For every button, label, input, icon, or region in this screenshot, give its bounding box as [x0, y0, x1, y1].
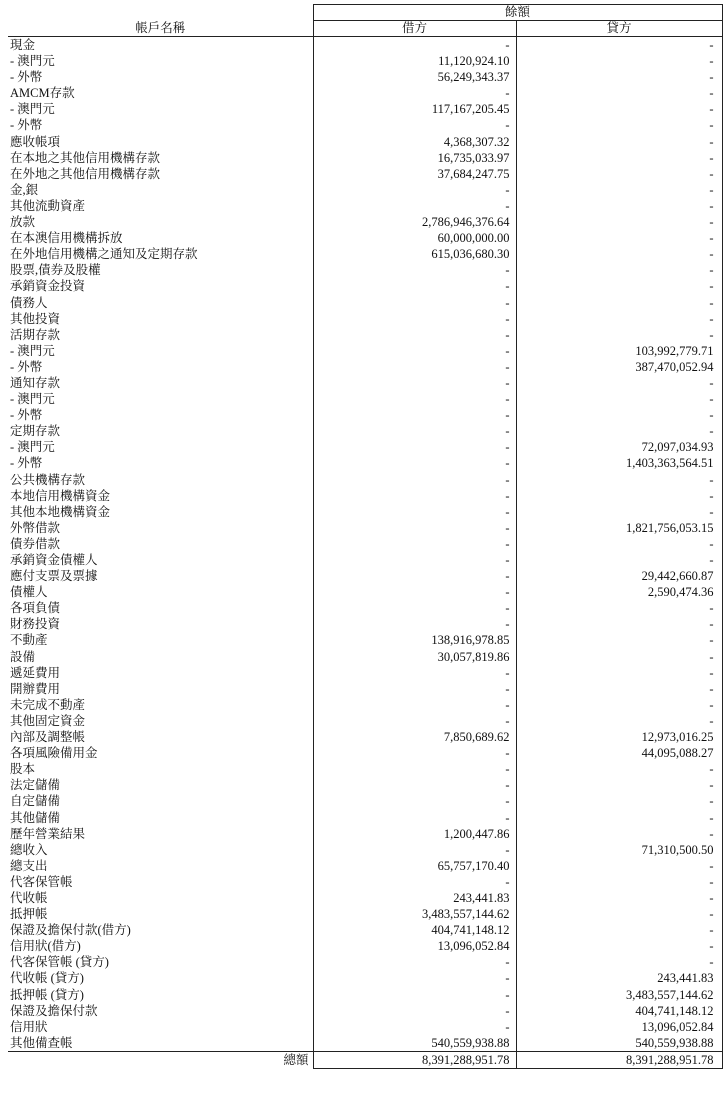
- table-row: [8, 858, 722, 874]
- table-row: [8, 616, 722, 632]
- table-row: [8, 85, 722, 101]
- table-row: [8, 117, 722, 133]
- table-row: [8, 455, 722, 471]
- debit-header: 借方: [313, 21, 516, 37]
- table-row: [8, 439, 722, 455]
- debit-cell: 2,786,946,376.64: [313, 214, 516, 230]
- credit-cell: -: [516, 295, 722, 311]
- debit-cell: 30,057,819.86: [313, 649, 516, 665]
- credit-cell: -: [516, 649, 722, 665]
- debit-cell: -: [313, 954, 516, 970]
- header-row-columns: [8, 21, 722, 37]
- account-name-cell: 歷年營業結果: [10, 826, 86, 841]
- total-label: 總額: [8, 1051, 313, 1068]
- debit-cell: -: [313, 262, 516, 278]
- credit-cell: 3,483,557,144.62: [516, 987, 722, 1003]
- debit-cell: -: [313, 85, 516, 101]
- account-name-cell: 法定儲備: [10, 778, 61, 793]
- credit-cell: -: [516, 906, 722, 922]
- debit-cell: -: [313, 777, 516, 793]
- account-name-cell: 公共機構存款: [10, 472, 86, 487]
- debit-cell: -: [313, 552, 516, 568]
- table-row: [8, 520, 722, 536]
- credit-cell: -: [516, 826, 722, 842]
- table-row: [8, 987, 722, 1003]
- debit-cell: -: [313, 681, 516, 697]
- account-name-cell: 股票,債券及股權: [10, 263, 101, 278]
- debit-cell: 138,916,978.85: [313, 632, 516, 648]
- debit-cell: -: [313, 761, 516, 777]
- account-name-cell: 未完成不動產: [10, 697, 86, 712]
- credit-cell: -: [516, 922, 722, 938]
- account-name-cell: 不動產: [10, 633, 48, 648]
- credit-cell: -: [516, 874, 722, 890]
- credit-cell: -: [516, 327, 722, 343]
- account-name-cell: - 外幣: [10, 70, 43, 85]
- account-name-cell: 本地信用機構資金: [10, 488, 111, 503]
- credit-cell: 243,441.83: [516, 970, 722, 986]
- account-name-cell: - 外幣: [10, 118, 43, 133]
- debit-cell: -: [313, 439, 516, 455]
- account-name-cell: 設備: [10, 649, 36, 664]
- table-row: [8, 568, 722, 584]
- account-name-cell: 通知存款: [10, 375, 61, 390]
- credit-cell: -: [516, 600, 722, 616]
- total-row: [8, 1051, 722, 1068]
- table-row: [8, 745, 722, 761]
- debit-cell: -: [313, 713, 516, 729]
- account-name-cell: 股本: [10, 762, 36, 777]
- debit-cell: 13,096,052.84: [313, 938, 516, 954]
- account-name-cell: 在本澳信用機構拆放: [10, 231, 123, 246]
- credit-cell: -: [516, 713, 722, 729]
- debit-cell: 37,684,247.75: [313, 166, 516, 182]
- debit-cell: -: [313, 472, 516, 488]
- account-name-cell: - 澳門元: [10, 440, 55, 455]
- credit-cell: 387,470,052.94: [516, 359, 722, 375]
- account-name-cell: 現金: [10, 38, 36, 52]
- table-row: [8, 761, 722, 777]
- account-name-cell: 債務人: [10, 295, 48, 310]
- credit-cell: 2,590,474.36: [516, 584, 722, 600]
- account-name-cell: 財務投資: [10, 617, 61, 632]
- account-name-cell: 債權人: [10, 585, 48, 600]
- table-row: [8, 954, 722, 970]
- table-row: [8, 53, 722, 69]
- account-name-cell: 內部及調整帳: [10, 730, 86, 745]
- debit-cell: 16,735,033.97: [313, 150, 516, 166]
- account-name-cell: 在外地之其他信用機構存款: [10, 166, 161, 181]
- credit-cell: -: [516, 391, 722, 407]
- credit-cell: -: [516, 166, 722, 182]
- credit-cell: -: [516, 246, 722, 262]
- table-row: [8, 793, 722, 809]
- debit-cell: -: [313, 359, 516, 375]
- account-name-header: 帳戶名稱: [8, 21, 313, 37]
- credit-cell: -: [516, 954, 722, 970]
- credit-cell: -: [516, 37, 722, 54]
- account-name-cell: 承銷資金債權人: [10, 553, 98, 567]
- table-row: [8, 874, 722, 890]
- account-name-cell: - 外幣: [10, 359, 43, 374]
- credit-cell: -: [516, 182, 722, 198]
- debit-cell: -: [313, 745, 516, 761]
- table-row: [8, 890, 722, 906]
- balance-header: 餘額: [313, 5, 722, 21]
- credit-cell: -: [516, 793, 722, 809]
- credit-cell: 72,097,034.93: [516, 439, 722, 455]
- debit-cell: -: [313, 600, 516, 616]
- ledger-body: [8, 37, 722, 1052]
- account-name-cell: 外幣借款: [10, 520, 61, 535]
- debit-cell: -: [313, 278, 516, 294]
- credit-cell: -: [516, 504, 722, 520]
- table-row: [8, 697, 722, 713]
- debit-cell: -: [313, 198, 516, 214]
- table-row: [8, 536, 722, 552]
- debit-cell: -: [313, 37, 516, 54]
- credit-cell: -: [516, 488, 722, 504]
- credit-cell: -: [516, 697, 722, 713]
- credit-cell: -: [516, 311, 722, 327]
- debit-cell: 540,559,938.88: [313, 1035, 516, 1052]
- table-row: [8, 101, 722, 117]
- account-name-cell: 其他儲備: [10, 810, 61, 825]
- account-name-cell: - 外幣: [10, 408, 43, 423]
- account-name-cell: 活期存款: [10, 327, 61, 342]
- account-name-cell: 代收帳 (貸方): [10, 971, 84, 986]
- account-name-cell: - 澳門元: [10, 102, 55, 117]
- account-name-cell: 代客保管帳 (貸方): [10, 955, 109, 970]
- table-row: [8, 842, 722, 858]
- debit-cell: 117,167,205.45: [313, 101, 516, 117]
- credit-cell: -: [516, 198, 722, 214]
- table-row: [8, 729, 722, 745]
- table-row: [8, 150, 722, 166]
- table-row: [8, 391, 722, 407]
- credit-cell: -: [516, 552, 722, 568]
- account-name-cell: 其他投資: [10, 311, 61, 326]
- account-name-cell: 應付支票及票據: [10, 569, 98, 584]
- table-row: [8, 407, 722, 423]
- credit-cell: -: [516, 632, 722, 648]
- account-name-cell: 承銷資金投資: [10, 279, 86, 294]
- credit-cell: -: [516, 85, 722, 101]
- account-name-cell: 遞延費用: [10, 665, 61, 680]
- credit-cell: 540,559,938.88: [516, 1035, 722, 1052]
- table-row: [8, 375, 722, 391]
- account-name-cell: 抵押帳 (貸方): [10, 987, 84, 1002]
- table-row: [8, 166, 722, 182]
- debit-cell: -: [313, 455, 516, 471]
- debit-cell: -: [313, 584, 516, 600]
- debit-cell: -: [313, 665, 516, 681]
- credit-cell: -: [516, 616, 722, 632]
- debit-cell: 615,036,680.30: [313, 246, 516, 262]
- account-name-cell: 定期存款: [10, 424, 61, 439]
- table-row: [8, 938, 722, 954]
- account-name-cell: 債券借款: [10, 536, 61, 551]
- table-row: [8, 295, 722, 311]
- table-row: [8, 214, 722, 230]
- credit-cell: -: [516, 375, 722, 391]
- debit-cell: 404,741,148.12: [313, 922, 516, 938]
- credit-cell: -: [516, 53, 722, 69]
- debit-cell: 4,368,307.32: [313, 134, 516, 150]
- debit-cell: 3,483,557,144.62: [313, 906, 516, 922]
- account-name-cell: 代客保管帳: [10, 874, 73, 889]
- debit-cell: -: [313, 697, 516, 713]
- credit-cell: -: [516, 681, 722, 697]
- account-name-cell: 在本地之其他信用機構存款: [10, 150, 161, 165]
- table-row: [8, 423, 722, 439]
- table-row: [8, 69, 722, 85]
- account-name-cell: 各項風險備用金: [10, 746, 98, 761]
- credit-cell: 13,096,052.84: [516, 1019, 722, 1035]
- credit-cell: -: [516, 150, 722, 166]
- debit-cell: -: [313, 423, 516, 439]
- account-name-cell: 總收入: [10, 842, 48, 857]
- trial-balance-table: [8, 4, 723, 1069]
- debit-cell: -: [313, 842, 516, 858]
- trial-balance-sheet: [8, 4, 722, 1069]
- account-name-cell: 總支出: [10, 858, 48, 873]
- account-name-cell: 開辦費用: [10, 681, 61, 696]
- account-name-cell: 保證及擔保付款(借方): [10, 923, 131, 938]
- table-row: [8, 182, 722, 198]
- table-row: [8, 906, 722, 922]
- debit-cell: -: [313, 810, 516, 826]
- credit-cell: -: [516, 69, 722, 85]
- table-row: [8, 632, 722, 648]
- debit-cell: 11,120,924.10: [313, 53, 516, 69]
- table-row: [8, 262, 722, 278]
- debit-cell: -: [313, 117, 516, 133]
- account-name-cell: 抵押帳: [10, 907, 48, 922]
- table-row: [8, 665, 722, 681]
- account-name-cell: 其他備查帳: [10, 1035, 73, 1050]
- table-row: [8, 343, 722, 359]
- table-row: [8, 713, 722, 729]
- total-debit: 8,391,288,951.78: [313, 1051, 516, 1068]
- credit-cell: 1,403,363,564.51: [516, 455, 722, 471]
- debit-cell: -: [313, 407, 516, 423]
- header-blank-cell: [8, 5, 313, 21]
- table-row: [8, 584, 722, 600]
- debit-cell: -: [313, 295, 516, 311]
- credit-cell: -: [516, 278, 722, 294]
- account-name-cell: 自定儲備: [10, 794, 61, 809]
- debit-cell: -: [313, 568, 516, 584]
- credit-cell: 29,442,660.87: [516, 568, 722, 584]
- account-name-cell: 其他固定資金: [10, 713, 86, 728]
- credit-cell: -: [516, 665, 722, 681]
- table-row: [8, 681, 722, 697]
- credit-cell: -: [516, 407, 722, 423]
- debit-cell: 1,200,447.86: [313, 826, 516, 842]
- account-name-cell: 其他本地機構資金: [10, 504, 111, 519]
- credit-cell: -: [516, 472, 722, 488]
- credit-cell: 1,821,756,053.15: [516, 520, 722, 536]
- credit-cell: -: [516, 134, 722, 150]
- account-name-cell: 信用狀(借方): [10, 939, 81, 954]
- credit-cell: 404,741,148.12: [516, 1003, 722, 1019]
- debit-cell: -: [313, 616, 516, 632]
- debit-cell: -: [313, 343, 516, 359]
- total-credit: 8,391,288,951.78: [516, 1051, 722, 1068]
- table-row: [8, 246, 722, 262]
- table-row: [8, 970, 722, 986]
- account-name-cell: - 澳門元: [10, 54, 55, 69]
- credit-cell: -: [516, 423, 722, 439]
- header-row-balance: [8, 5, 722, 21]
- account-name-cell: 保證及擔保付款: [10, 1003, 98, 1018]
- debit-cell: -: [313, 327, 516, 343]
- table-row: [8, 777, 722, 793]
- table-row: [8, 504, 722, 520]
- credit-cell: -: [516, 230, 722, 246]
- table-row: [8, 810, 722, 826]
- debit-cell: -: [313, 536, 516, 552]
- table-row: [8, 472, 722, 488]
- credit-cell: -: [516, 761, 722, 777]
- credit-cell: 103,992,779.71: [516, 343, 722, 359]
- account-name-cell: 放款: [10, 215, 36, 230]
- table-row: [8, 311, 722, 327]
- credit-header: 貸方: [516, 21, 722, 37]
- credit-cell: -: [516, 810, 722, 826]
- credit-cell: -: [516, 890, 722, 906]
- credit-cell: 71,310,500.50: [516, 842, 722, 858]
- account-name-cell: 在外地信用機構之通知及定期存款: [10, 247, 198, 262]
- debit-cell: -: [313, 504, 516, 520]
- credit-cell: -: [516, 101, 722, 117]
- table-row: [8, 1035, 722, 1052]
- table-row: [8, 230, 722, 246]
- credit-cell: -: [516, 262, 722, 278]
- table-row: [8, 327, 722, 343]
- table-row: [8, 1019, 722, 1035]
- table-row: [8, 600, 722, 616]
- account-name-cell: - 外幣: [10, 456, 43, 471]
- debit-cell: 60,000,000.00: [313, 230, 516, 246]
- debit-cell: -: [313, 987, 516, 1003]
- debit-cell: 243,441.83: [313, 890, 516, 906]
- debit-cell: -: [313, 1003, 516, 1019]
- table-row: [8, 1003, 722, 1019]
- table-row: [8, 198, 722, 214]
- table-row: [8, 552, 722, 568]
- account-name-cell: - 澳門元: [10, 343, 55, 358]
- account-name-cell: AMCM存款: [10, 86, 75, 101]
- table-row: [8, 488, 722, 504]
- table-row: [8, 359, 722, 375]
- table-row: [8, 278, 722, 294]
- credit-cell: -: [516, 938, 722, 954]
- credit-cell: 44,095,088.27: [516, 745, 722, 761]
- credit-cell: -: [516, 214, 722, 230]
- debit-cell: -: [313, 793, 516, 809]
- account-name-cell: 各項負債: [10, 601, 61, 616]
- debit-cell: -: [313, 182, 516, 198]
- table-row: [8, 134, 722, 150]
- debit-cell: -: [313, 970, 516, 986]
- debit-cell: -: [313, 874, 516, 890]
- table-row: [8, 649, 722, 665]
- account-name-cell: 金,銀: [10, 182, 39, 197]
- credit-cell: -: [516, 536, 722, 552]
- table-row: [8, 37, 722, 54]
- account-name-cell: 其他流動資產: [10, 198, 86, 213]
- debit-cell: -: [313, 391, 516, 407]
- debit-cell: 65,757,170.40: [313, 858, 516, 874]
- account-name-cell: 信用狀: [10, 1019, 48, 1034]
- table-row: [8, 922, 722, 938]
- debit-cell: -: [313, 520, 516, 536]
- table-row: [8, 826, 722, 842]
- debit-cell: 7,850,689.62: [313, 729, 516, 745]
- credit-cell: -: [516, 858, 722, 874]
- credit-cell: -: [516, 777, 722, 793]
- debit-cell: -: [313, 1019, 516, 1035]
- account-name-cell: 應收帳項: [10, 134, 61, 149]
- credit-cell: 12,973,016.25: [516, 729, 722, 745]
- debit-cell: -: [313, 488, 516, 504]
- account-name-cell: - 澳門元: [10, 392, 55, 407]
- debit-cell: -: [313, 311, 516, 327]
- debit-cell: 56,249,343.37: [313, 69, 516, 85]
- account-name-cell: 代收帳: [10, 890, 48, 905]
- credit-cell: -: [516, 117, 722, 133]
- debit-cell: -: [313, 375, 516, 391]
